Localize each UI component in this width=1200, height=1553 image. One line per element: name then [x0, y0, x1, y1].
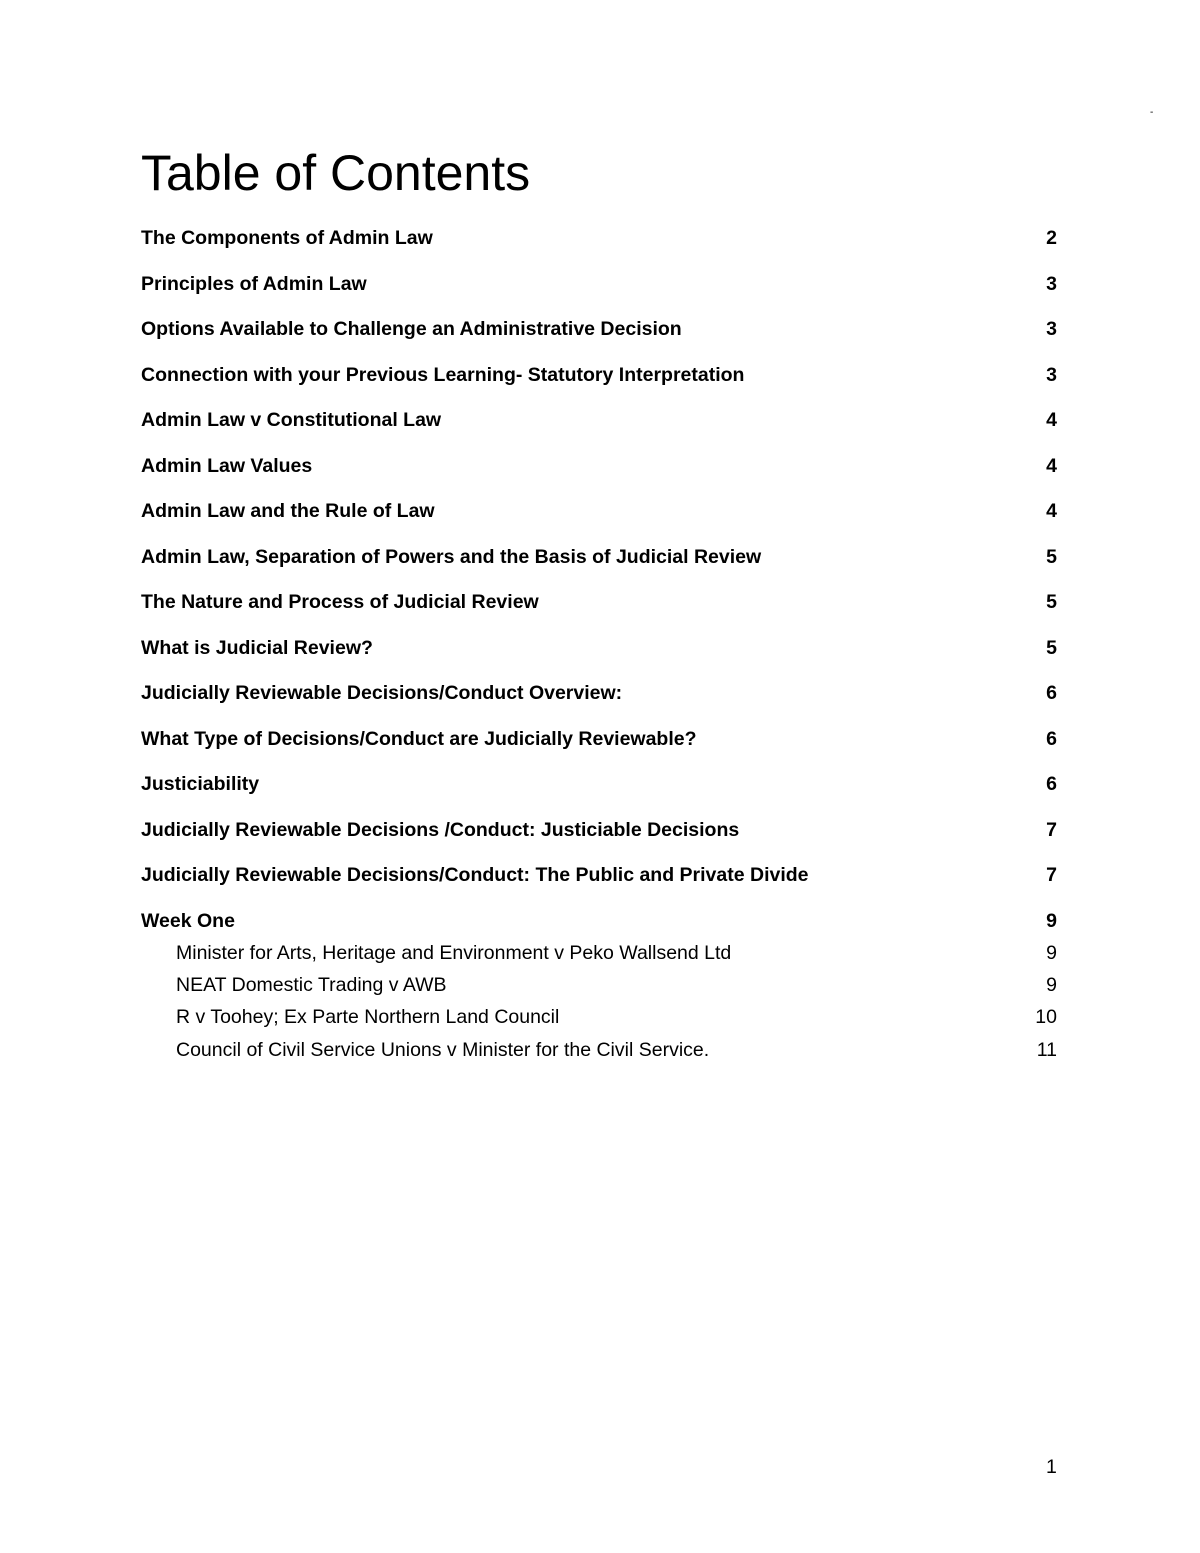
toc-entry[interactable] — [141, 313, 1057, 359]
toc-entry[interactable] — [141, 723, 1057, 769]
toc-entry-title: What Type of Decisions/Conduct are Judicially Reviewable? — [141, 727, 697, 750]
toc-entry[interactable] — [141, 586, 1057, 632]
toc-entry-title: What is Judicial Review? — [141, 636, 373, 659]
toc-entry[interactable] — [141, 541, 1057, 587]
toc-subentry-page: 10 — [1035, 1006, 1057, 1029]
toc-entry-title: Admin Law v Constitutional Law — [141, 409, 442, 431]
toc-entry-title: Admin Law and the Rule of Law — [141, 500, 435, 522]
toc-subentry[interactable] — [141, 937, 1057, 969]
toc-subentry[interactable] — [141, 1034, 1057, 1066]
table-of-contents — [141, 222, 1057, 1066]
toc-entry-page: 5 — [1046, 636, 1057, 659]
toc-subentry-title: Council of Civil Service Unions v Minister for the Civil Service. — [176, 1038, 710, 1061]
toc-subentry[interactable] — [141, 1001, 1057, 1033]
toc-subentry[interactable] — [141, 969, 1057, 1001]
toc-entry-page: 9 — [1046, 909, 1057, 932]
toc-entry-page: 5 — [1046, 545, 1057, 568]
toc-subentry-title: NEAT Domestic Trading v AWB — [176, 974, 447, 997]
toc-entry-page: 6 — [1046, 773, 1057, 795]
toc-entry-title: Admin Law Values — [141, 454, 313, 477]
corner-mark: - — [1150, 107, 1154, 118]
toc-entry[interactable] — [141, 905, 1057, 937]
toc-entry-title: Admin Law, Separation of Powers and the Basis of Judicial Review — [141, 545, 762, 568]
toc-entry-title: The Components of Admin Law — [141, 227, 433, 249]
toc-entry-page: 4 — [1046, 500, 1057, 522]
toc-entry-page: 4 — [1046, 454, 1057, 477]
page-title: Table of Contents — [141, 145, 531, 201]
toc-entry-title: Judicially Reviewable Decisions /Conduct: Justiciable Decisions — [141, 818, 740, 841]
toc-entry[interactable] — [141, 859, 1057, 905]
toc-entry-page: 7 — [1046, 864, 1057, 886]
toc-entry-title: The Nature and Process of Judicial Review — [141, 591, 539, 613]
toc-entry-title: Judicially Reviewable Decisions/Conduct Overview: — [141, 682, 623, 704]
toc-entry-page: 6 — [1046, 682, 1057, 704]
toc-entry-title: Principles of Admin Law — [141, 272, 367, 295]
toc-entry-page: 3 — [1046, 272, 1057, 295]
toc-subentry-page: 9 — [1046, 941, 1057, 964]
toc-subentry-page: 9 — [1046, 974, 1057, 997]
toc-entry-title: Options Available to Challenge an Administrative Decision — [141, 318, 682, 340]
toc-entry[interactable] — [141, 359, 1057, 405]
toc-entry[interactable] — [141, 404, 1057, 450]
toc-entry-page: 6 — [1046, 727, 1057, 750]
toc-entry-page: 3 — [1046, 363, 1057, 386]
toc-entry[interactable] — [141, 222, 1057, 268]
toc-subentry-page: 11 — [1036, 1038, 1057, 1061]
toc-subentry-title: R v Toohey; Ex Parte Northern Land Council — [176, 1006, 560, 1029]
toc-entry[interactable] — [141, 768, 1057, 814]
toc-entry-page: 7 — [1046, 818, 1057, 841]
toc-entry[interactable] — [141, 495, 1057, 541]
toc-entry-title: Justiciability — [141, 773, 260, 795]
toc-entry-title: Judicially Reviewable Decisions/Conduct: The Public and Private Divide — [141, 864, 809, 886]
toc-subentry-title: Minister for Arts, Heritage and Environment v Peko Wallsend Ltd — [176, 941, 732, 964]
toc-entry-title: Week One — [141, 909, 235, 932]
toc-entry[interactable] — [141, 268, 1057, 314]
toc-entry-page: 4 — [1046, 409, 1057, 431]
toc-entry-title: Connection with your Previous Learning- Statutory Interpretation — [141, 363, 745, 386]
toc-entry-page: 5 — [1046, 591, 1057, 613]
toc-entry[interactable] — [141, 450, 1057, 496]
toc-entry-page: 3 — [1046, 318, 1057, 340]
toc-entry[interactable] — [141, 632, 1057, 678]
toc-entry-page: 2 — [1046, 227, 1057, 249]
page-number: 1 — [1046, 1456, 1057, 1478]
toc-entry[interactable] — [141, 677, 1057, 723]
toc-entry[interactable] — [141, 814, 1057, 860]
